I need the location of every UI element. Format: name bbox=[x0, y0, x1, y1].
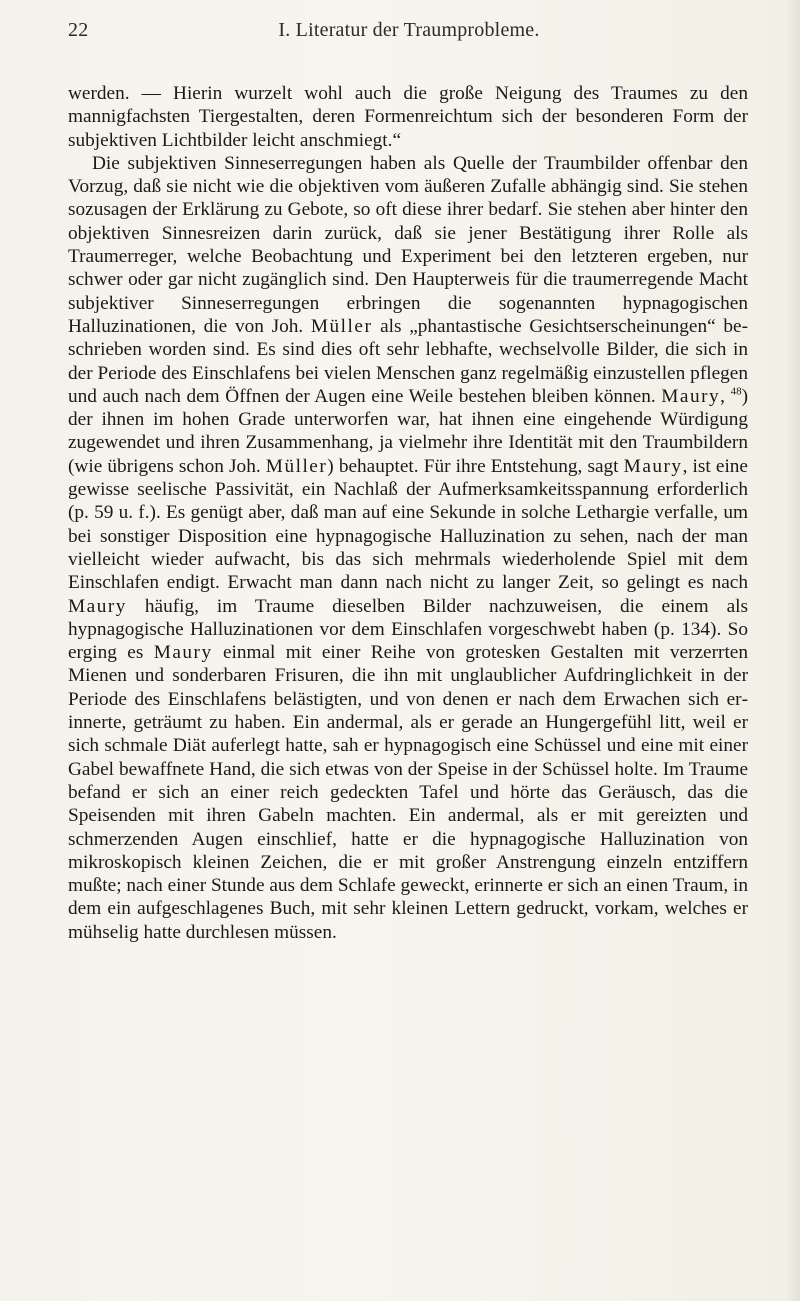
text-run: häufig, im Traume dieselben Bilder nachzuweisen, die einem als hypnagogische Halluzinationen vor dem Einschlafen vorgeschwebt haben (p. 134). So erging es bbox=[68, 595, 748, 664]
page-number: 22 bbox=[68, 18, 89, 41]
footnote-ref: 48 bbox=[730, 385, 742, 398]
text-run: Die subjektiven Sinneserregungen haben als Quelle der Traumbilder offenbar den Vorzug, daß sie nicht wie die objektiven vom äußeren Zufalle abhängig sind. Sie stehen sozusagen der Erklärung zu Gebote, so oft diese ihrer bedarf. Sie stehen aber hinter den objektiven Sinnesreizen darin zurück, daß sie jener Bestätigung ihrer Rolle als Traumerreger, welche Beobachtung und Experiment bei den letzteren ergeben, nur schwer oder gar nicht zugänglich sind. Den Haupterweis für die traumerregende Macht subjektiver Sinneserregungen erbringen die sogenannten hypnagogischen Halluzinationen, die von Joh. bbox=[68, 152, 748, 337]
author-name: Maury bbox=[661, 385, 721, 407]
running-head: I. Literatur der Traumprobleme. bbox=[278, 18, 540, 41]
paragraph bbox=[68, 82, 748, 152]
body-text bbox=[68, 82, 748, 944]
paragraph bbox=[68, 152, 748, 944]
author-name: Müller bbox=[265, 455, 328, 477]
text-run: , ist eine gewisse seelische Passivität, ein Nachlaß der Aufmerksamkeitsspannung erforderlich (p. 59 u. f.). Es genügt aber, daß man auf eine Sekunde in solche Lethargie verfalle, um bei sonstiger Disposition eine hypnagogische Halluzination zu sehen, nach der man vielleicht wieder aufwacht, bis das sich mehrmals wiederholende Spiel mit dem Einschlafen endigt. Erwacht man dann nach nicht zu langer Zeit, so gelingt es nach bbox=[68, 455, 748, 594]
text-run: , bbox=[720, 385, 731, 407]
text-run: einmal mit einer Reihe von grotesken Gestalten mit verzerrten Mienen und sonderbaren Frisuren, die ihn mit unglaublicher Aufdringlichkeit in der Periode des Einschlafens belästigten, und von denen er nach dem Erwachen sich erinnerte, geträumt zu haben. Ein andermal, als er gerade an Hungergefühl litt, weil er sich schmale Diät auferlegt hatte, sah er hypnagogisch eine Schüssel und eine mit einer Gabel bewaffnete Hand, die sich etwas von der Speise in der Schüssel holte. Im Traume befand er sich an einer reich gedeckten Tafel und hörte das Geräusch, das die Speisenden mit ihren Gabeln machten. Ein andermal, als er mit gereizten und schmerzenden Augen einschlief, hatte er die hypnagogische Halluzination von mikroskopisch kleinen Zeichen, die er mit großer Anstrengung einzeln entziffern mußte; nach einer Stunde aus dem Schlafe geweckt, erinnerte er sich an einen Traum, in dem ein aufgeschlagenes Buch, mit sehr kleinen Lettern gedruckt, vorkam, welches er mühselig hatte durchlesen müssen. bbox=[68, 642, 748, 943]
author-name: Maury bbox=[153, 642, 213, 664]
text-run: als „phantastische Gesichtserscheinungen“ beschrieben worden sind. Es sind dies oft sehr lebhafte, wechselvolle Bilder, die sich in der Periode des Einschlafens bei vielen Menschen ganz regelmäßig einzustellen pflegen und auch nach dem Öffnen der Augen eine Weile bestehen bleiben können. bbox=[68, 315, 748, 407]
author-name: Maury bbox=[623, 455, 683, 477]
text-run: ) behauptet. Für ihre Entstehung, sagt bbox=[327, 455, 624, 477]
text-run: werden. — Hierin wurzelt wohl auch die große Neigung des Traumes zu den mannigfachsten Tiergestalten, deren Formenreichtum sich der besonderen Form der subjektiven Lichtbilder leicht anschmiegt.“ bbox=[68, 83, 748, 151]
author-name: Müller bbox=[310, 315, 373, 337]
author-name: Maury bbox=[68, 595, 127, 617]
text-run: ) der ihnen im hohen Grade unterworfen war, hat ihnen eine eingehende Würdigung zugewendet und ihren Zusammenhang, ja vielmehr ihre Identität mit den Traumbildern (wie übrigens schon Joh. bbox=[68, 385, 749, 477]
page-header bbox=[68, 12, 748, 48]
scan-edge bbox=[786, 0, 800, 1301]
